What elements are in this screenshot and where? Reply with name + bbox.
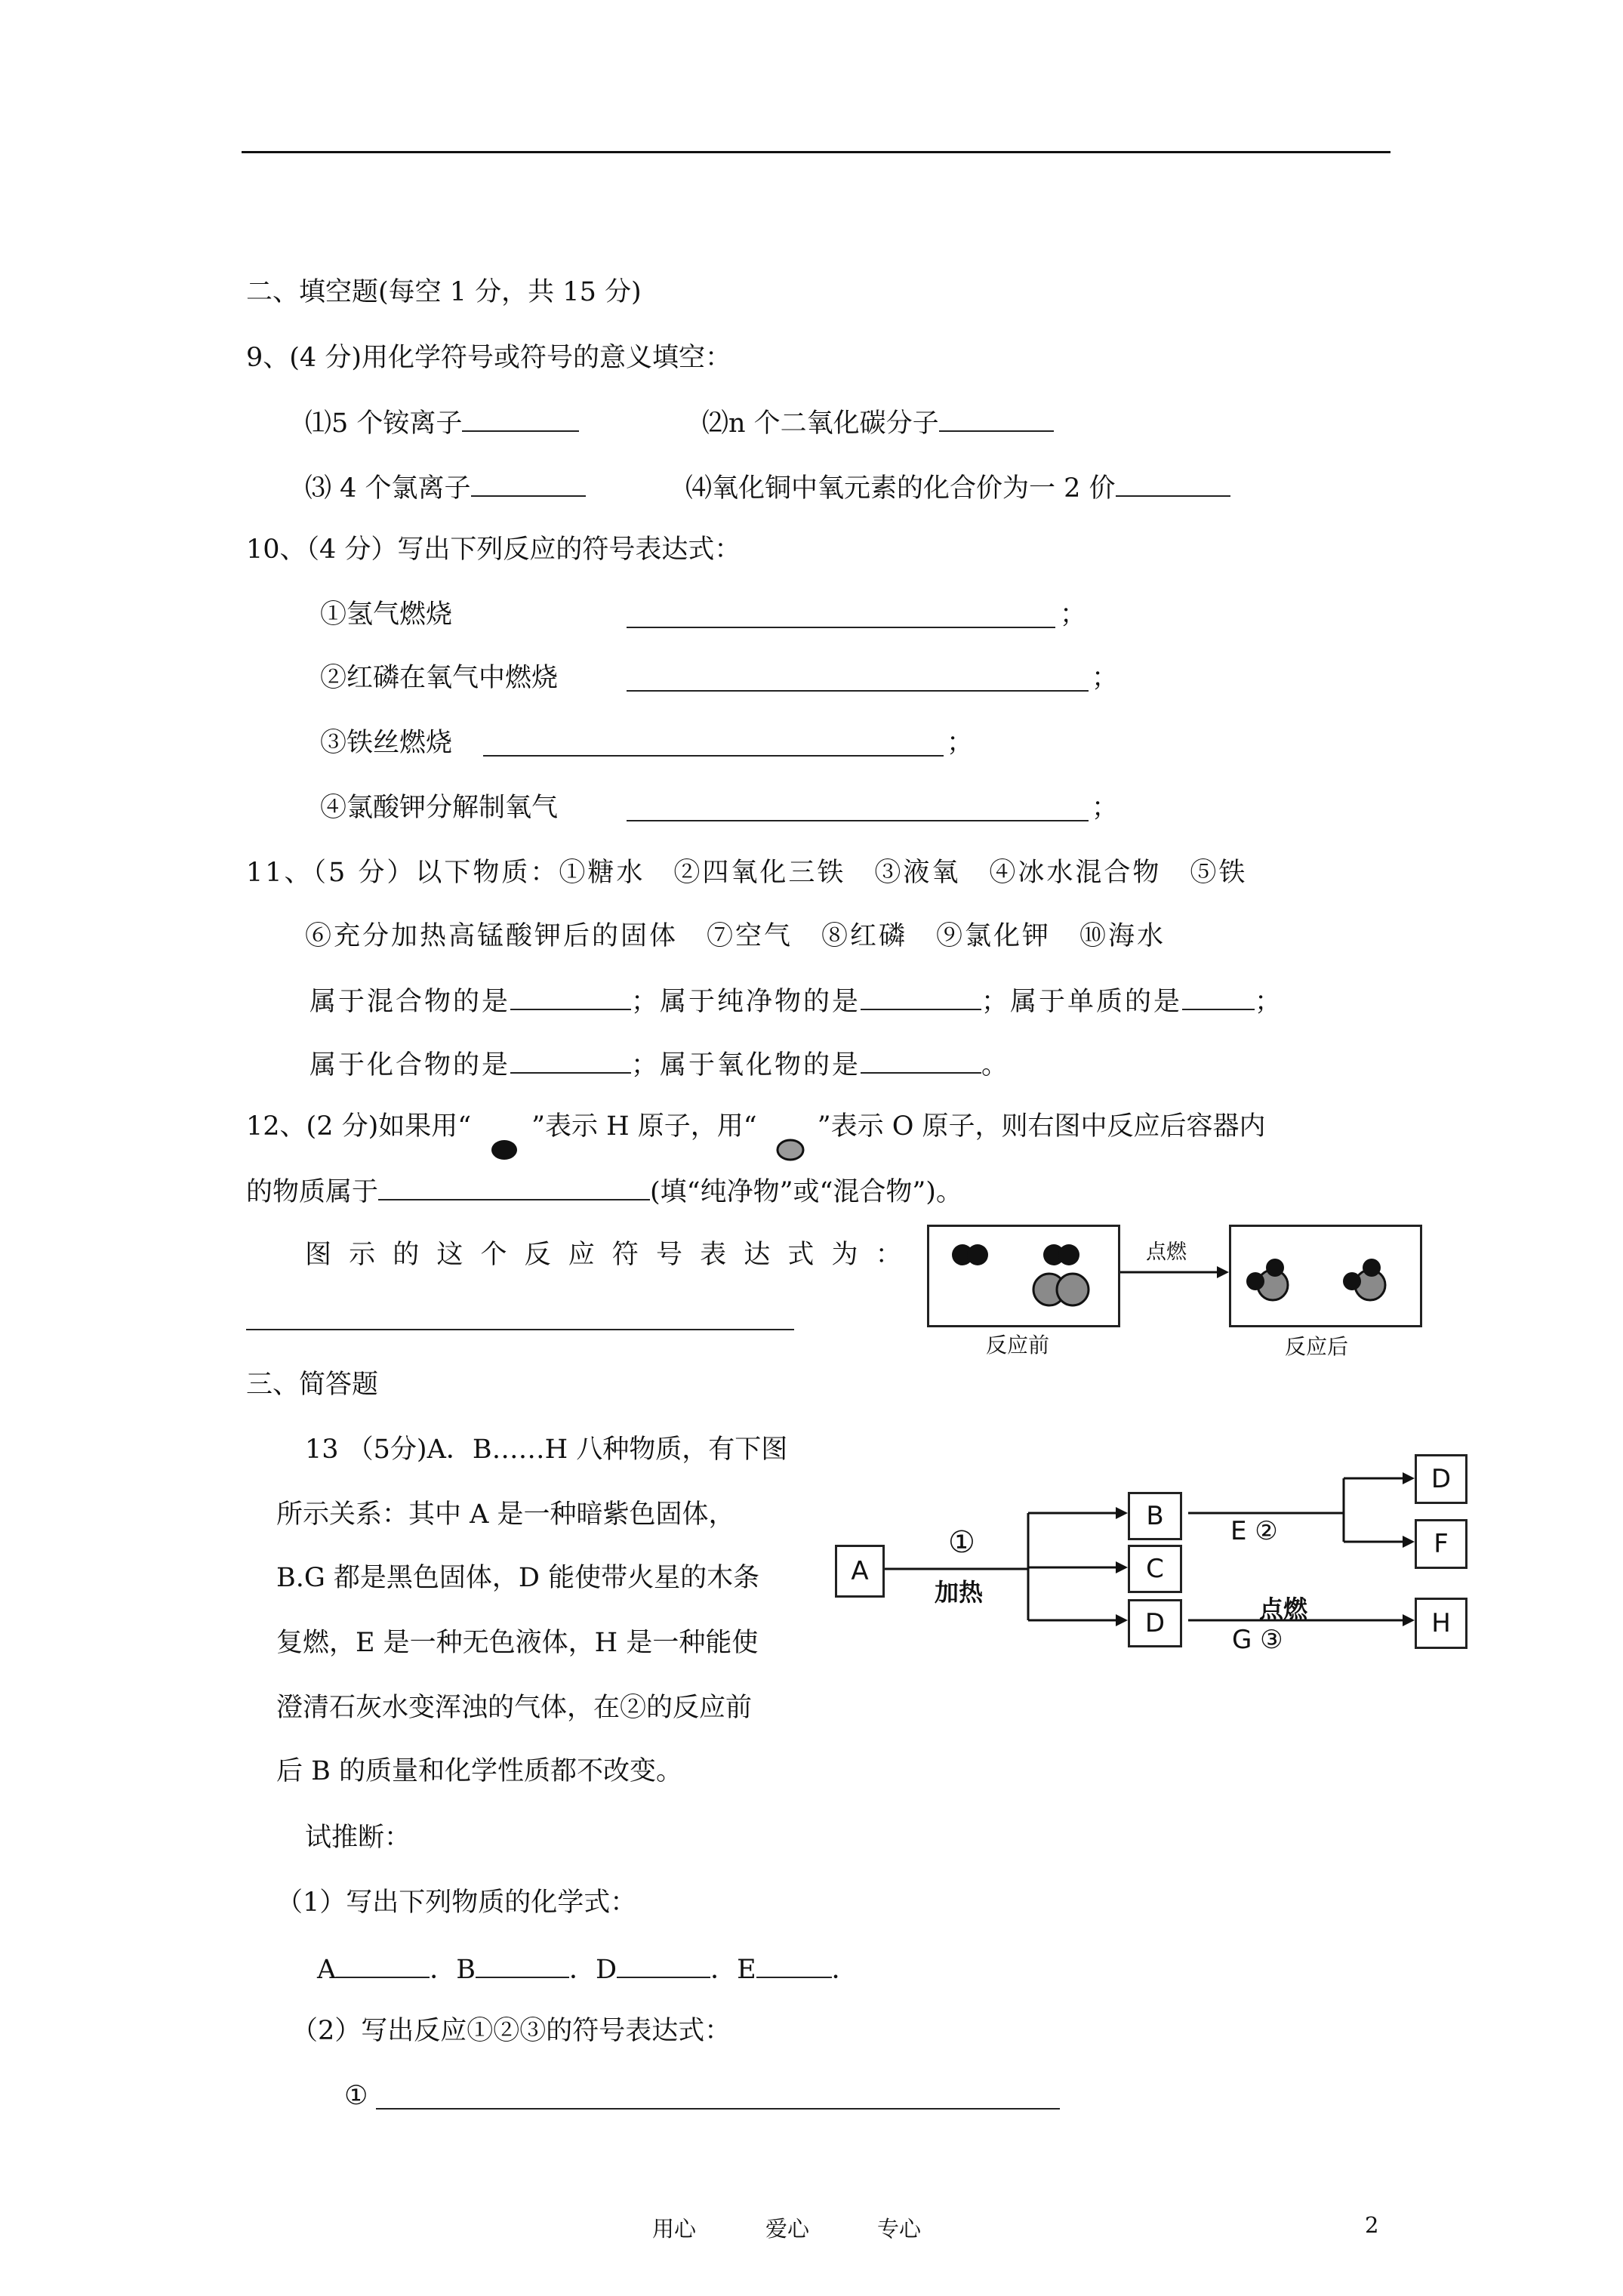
answer-blank[interactable] (471, 470, 586, 497)
q11-line4: 属于化合物的是 ；属于氧化物的是 。 (310, 1046, 1010, 1082)
semicolon: ； (947, 728, 974, 758)
answer-blank[interactable] (462, 405, 579, 432)
footer-slogan-1: 用心 (652, 2216, 697, 2242)
flow-node-b: B (1128, 1492, 1182, 1540)
before-label: 反应前 (986, 1333, 1050, 1358)
q12-line2: 的物质属于 (填“纯净物”或“混合物”)。 (246, 1173, 962, 1209)
answer-blank[interactable] (617, 1951, 710, 1978)
answer-line[interactable] (246, 1329, 794, 1330)
flow-e2-label: E ② (1230, 1516, 1278, 1546)
q10-reaction2: ②红磷在氧气中燃烧 (320, 663, 559, 693)
answer-blank[interactable] (510, 1046, 631, 1074)
header-rule (242, 151, 1390, 153)
q13-sub1: （1）写出下列物质的化学式： (276, 1888, 637, 1918)
q9-item1: ⑴5 个铵离子 (305, 405, 579, 440)
q13-line4: 复燃，E 是一种无色液体，H 是一种能使 (276, 1628, 759, 1658)
flow-g3-label: G ③ (1232, 1625, 1283, 1655)
semicolon: ； (1092, 793, 1119, 823)
before-molecules (927, 1225, 1131, 1330)
q10-title: 10、（4 分）写出下列反应的符号表达式： (246, 535, 741, 565)
q13-eq1: ① (344, 2081, 368, 2111)
answer-blank[interactable] (336, 1951, 430, 1978)
page-number: 2 (1365, 2212, 1379, 2238)
q13-sub2: （2）写出反应①②③的符号表达式： (291, 2016, 731, 2046)
q10-reaction4: ④氯酸钾分解制氧气 (320, 793, 559, 823)
answer-blank[interactable] (756, 1951, 832, 1978)
flow-node-c: C (1128, 1545, 1182, 1593)
answer-blank[interactable] (1182, 983, 1255, 1010)
answer-line[interactable] (627, 690, 1089, 692)
ignite-label: 点燃 (1146, 1240, 1187, 1264)
answer-blank[interactable] (861, 1046, 981, 1074)
q13-line3: B.G 都是黑色固体，D 能使带火星的木条 (276, 1563, 760, 1593)
answer-line[interactable] (627, 820, 1089, 821)
flow-ignite-label: 点燃 (1259, 1595, 1308, 1623)
q13-line6: 后 B 的质量和化学性质都不改变。 (276, 1756, 682, 1786)
q9-item4: ⑷氧化铜中氧元素的化合价为一 2 价 (685, 470, 1230, 505)
q10-reaction3: ③铁丝燃烧 (320, 728, 453, 758)
answer-line[interactable] (483, 755, 944, 757)
answer-blank[interactable] (476, 1951, 569, 1978)
answer-line[interactable] (627, 627, 1055, 628)
q12-line3: 图 示 的 这 个 反 应 符 号 表 达 式 为 ： (305, 1240, 907, 1270)
flow-node-d: D (1128, 1599, 1182, 1647)
footer-slogan-2: 爱心 (765, 2216, 810, 2242)
answer-blank[interactable] (939, 405, 1054, 432)
q13-line2: 所示关系：其中 A 是一种暗紫色固体， (276, 1499, 735, 1530)
q9-title: 9、(4 分)用化学符号或符号的意义填空： (246, 343, 731, 373)
answer-line[interactable] (376, 2108, 1060, 2110)
flow-node-f: F (1415, 1519, 1467, 1569)
footer-slogan-3: 专心 (877, 2216, 922, 2242)
q9-item2: ⑵n 个二氧化碳分子 (702, 405, 1054, 440)
q13-formulas: A ．B ．D ．E ． (317, 1951, 858, 1986)
q10-reaction1: ①氢气燃烧 (320, 599, 453, 630)
semicolon: ； (1060, 599, 1087, 630)
after-molecules (1229, 1225, 1433, 1330)
answer-blank[interactable] (1116, 470, 1230, 497)
answer-blank[interactable] (510, 983, 631, 1010)
answer-blank[interactable] (378, 1173, 650, 1200)
semicolon: ； (1092, 663, 1119, 693)
q13-infer: 试推断： (305, 1823, 411, 1853)
flow-node-h: H (1415, 1598, 1467, 1649)
section-title-fill-blank: 二、填空题(每空 1 分，共 15 分) (246, 277, 642, 307)
q13-line5: 澄清石灰水变浑浊的气体，在②的反应前 (276, 1693, 753, 1723)
flow-heat-label: 加热 (935, 1578, 984, 1607)
answer-blank[interactable] (861, 983, 981, 1010)
section-title-short-answer: 三、简答题 (246, 1370, 379, 1400)
flow-step1-label: ① (948, 1525, 975, 1560)
q13-line1: 13 （5分)A．B……H 八种物质，有下图 (305, 1435, 788, 1465)
flow-node-a: A (835, 1545, 885, 1598)
q9-item3: ⑶ 4 个氯离子 (305, 470, 586, 505)
q11-line1: 11、（5 分）以下物质：①糖水 ②四氧化三铁 ③液氧 ④冰水混合物 ⑤铁 (246, 858, 1248, 888)
flow-node-d-product: D (1415, 1454, 1467, 1504)
q12-line1: 12、(2 分)如果用“ ”表示 H 原子，用“ ”表示 O 原子，则右图中反应后容器内 (246, 1110, 1266, 1143)
after-label: 反应后 (1285, 1334, 1349, 1359)
q11-line2: ⑥充分加热高锰酸钾后的固体 ⑦空气 ⑧红磷 ⑨氯化钾 ⑩海水 (305, 921, 1166, 951)
q11-line3: 属于混合物的是 ；属于纯净物的是 ；属于单质的是 ； (310, 983, 1283, 1019)
